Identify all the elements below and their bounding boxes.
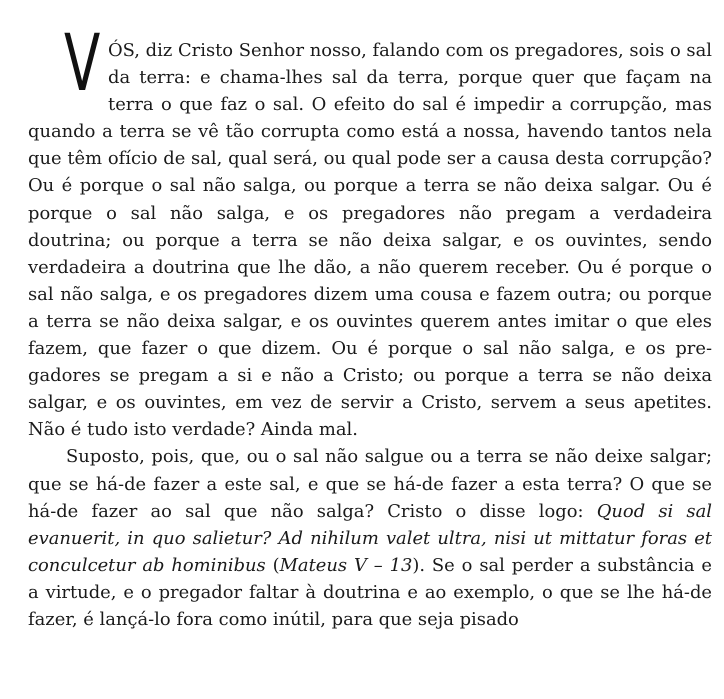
document-page (28, 19, 712, 633)
reference-open: ( (265, 554, 280, 576)
paragraph-2 (28, 443, 712, 633)
bible-reference: Mateus V – 13 (279, 554, 413, 576)
latin-quote: Quod si sal evanuerit, in quo salietur? Ad nihilum valet ultra, nisi ut mittatur foras et conculcetur ab hominibus (28, 500, 712, 576)
paragraph-1-text: ÓS, diz Cristo Senhor nosso, falando com os pregadores, sois o sal da terra: e chama-lhes sal da terra, porque quer que façam na terra o que faz o sal. O efeito do sal é impedir a corrupção, mas quando a terra se vê tão corrupta como está a nossa, havendo tantos nela que têm ofício de sal, qual será, ou qual pode ser a causa desta corrupção? Ou é porque o sal não salga, ou porque a terra se não deixa salgar. Ou é porque o sal não salga, e os pregadores não pregam a verdadeira doutrina; ou porque a terra se não deixa salgar, e os ouvintes, sendo verdadeira a doutrina que lhe dão, a não querem receber. Ou é porque o sal não salga, e os pregadores dizem uma cousa e fazem outra; ou porque a terra se não deixa salgar, e os ouvintes querem antes imitar o que eles fazem, que fazer o que dizem. Ou é porque o sal não salga, e os pregadores se pregam a si e não a Cristo; ou porque a terra se não deixa salgar, e os ouvintes, em vez de servir a Cristo, servem a seus apetites. Não é tudo isto verdade? Ainda mal. (28, 40, 712, 441)
paragraph-2-text-end: ). Se o sal perder a substância e a virtude, e o pregador faltar à doutrina e ao exemplo, o que se lhe há-de fazer, é lançá-lo fora como inútil, para que seja pisado (28, 554, 712, 630)
paragraph-1 (28, 19, 712, 443)
paragraph-2-text-start: Suposto, pois, que, ou o sal não salgue ou a terra se não deixe salgar; que se há-de fazer a este sal, e que se há-de fazer a esta terra? O que se há-de fazer ao sal que não salga? Cristo o disse logo: (28, 446, 712, 522)
drop-cap: V (64, 19, 101, 109)
